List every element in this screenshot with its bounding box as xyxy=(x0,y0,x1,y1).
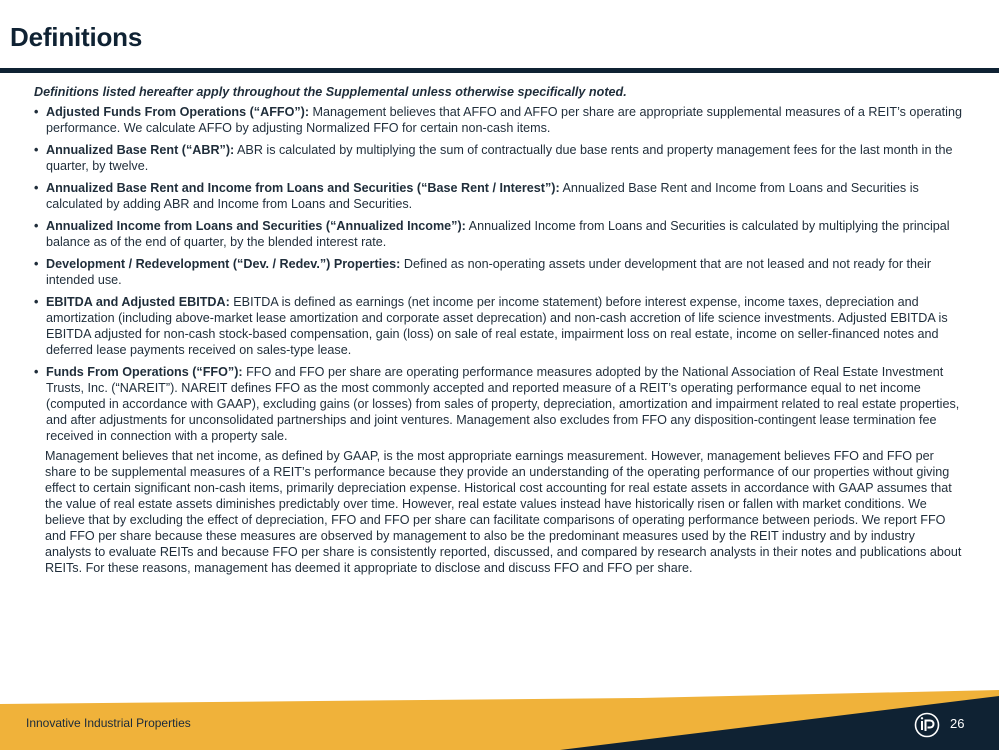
definition-text: FFO and FFO per share are operating performance measures adopted by the National Association of Real Estate Investment Trusts, Inc. (“NAREIT”). NAREIT defines FFO as the most commonly accepted and reported measure of a REIT’s operating performance equal to net income (computed in accordance with GAAP), excluding gains (or losses) from sales of property, depreciation, amortization and impairment related to real estate properties, and after adjustments for unconsolidated partnerships and joint ventures. Management also excludes from FFO any disposition-contingent lease termination fee received in connection with a property sale. xyxy=(46,365,960,443)
definition-term: Development / Redevelopment (“Dev. / Redev.”) Properties: xyxy=(46,257,401,271)
definition-term: Funds From Operations (“FFO”): xyxy=(46,365,243,379)
definition-term: Annualized Base Rent (“ABR”): xyxy=(46,143,235,157)
definition-text: Management believes that AFFO and AFFO per share are appropriate supplemental measures of a REIT’s operating performance. We calculate AFFO by adjusting Normalized FFO for certain non-cash items. xyxy=(46,105,962,135)
definition-text: Annualized Base Rent and Income from Loans and Securities is calculated by adding ABR and Income from Loans and Securities. xyxy=(46,181,919,211)
bullet-icon: • xyxy=(34,365,39,379)
definition-item xyxy=(34,142,964,174)
title-divider xyxy=(0,68,999,73)
bullet-icon: • xyxy=(34,143,39,157)
definition-item xyxy=(34,180,964,212)
page-number: 26 xyxy=(950,716,965,731)
definition-item xyxy=(34,104,964,136)
definition-term: Annualized Income from Loans and Securities (“Annualized Income”): xyxy=(46,219,466,233)
bullet-icon: • xyxy=(34,105,39,119)
definitions-content xyxy=(34,84,964,576)
iip-logo-icon xyxy=(914,712,940,738)
definition-term: Annualized Base Rent and Income from Loans and Securities (“Base Rent / Interest”): xyxy=(46,181,560,195)
bullet-icon: • xyxy=(34,257,39,271)
intro-note: Definitions listed hereafter apply throughout the Supplemental unless otherwise specifically noted. xyxy=(34,85,627,99)
company-name: Innovative Industrial Properties xyxy=(26,716,191,730)
ffo-explanation-paragraph: Management believes that net income, as defined by GAAP, is the most appropriate earnings measurement. However, management believes FFO and FFO per share to be supplemental measures of a REIT’s performance because they provide an understanding of the operating performance of our properties without giving effect to certain significant non-cash items, primarily depreciation expense. Historical cost accounting for real estate assets in accordance with GAAP assumes that the value of real estate assets diminishes predictably over time. However, real estate values instead have historically risen or fallen with market conditions. We believe that by excluding the effect of depreciation, FFO and FFO per share can facilitate comparisons of operating performance between periods. We report FFO and FFO per share because these measures are observed by management to also be the predominant measures used by the REIT industry and by industry analysts to evaluate REITs and because FFO per share is consistently reported, discussed, and compared by research analysts in their notes and publications about REITs. For these reasons, management has deemed it appropriate to disclose and discuss FFO and FFO per share. xyxy=(45,449,962,575)
definition-text: ABR is calculated by multiplying the sum of contractually due base rents and property management fees for the last month in the quarter, by twelve. xyxy=(46,143,953,173)
definition-item xyxy=(34,364,964,444)
bullet-icon: • xyxy=(34,219,39,233)
bullet-icon: • xyxy=(34,181,39,195)
definition-item xyxy=(34,294,964,358)
bullet-icon: • xyxy=(34,295,39,309)
definition-item xyxy=(34,256,964,288)
definition-text: Defined as non-operating assets under development that are not leased and not ready for their intended use. xyxy=(46,257,932,287)
definition-term: Adjusted Funds From Operations (“AFFO”): xyxy=(46,105,310,119)
page-title: Definitions xyxy=(10,22,143,52)
definition-text: Annualized Income from Loans and Securities is calculated by multiplying the principal balance as of the end of quarter, by the blended interest rate. xyxy=(46,219,950,249)
definition-term: EBITDA and Adjusted EBITDA: xyxy=(46,295,230,309)
definition-item xyxy=(34,218,964,250)
definition-text: EBITDA is defined as earnings (net income per income statement) before interest expense, income taxes, depreciation and amortization (including above-market lease amortization and corporate asset deprecation) and non-cash accretion of life science investments. Adjusted EBITDA is EBITDA adjusted for non-cash stock-based compensation, gain (loss) on sale of real estate, impairment loss on real estate, income on seller-financed notes and deferred lease payments received on sales-type lease. xyxy=(46,295,948,357)
